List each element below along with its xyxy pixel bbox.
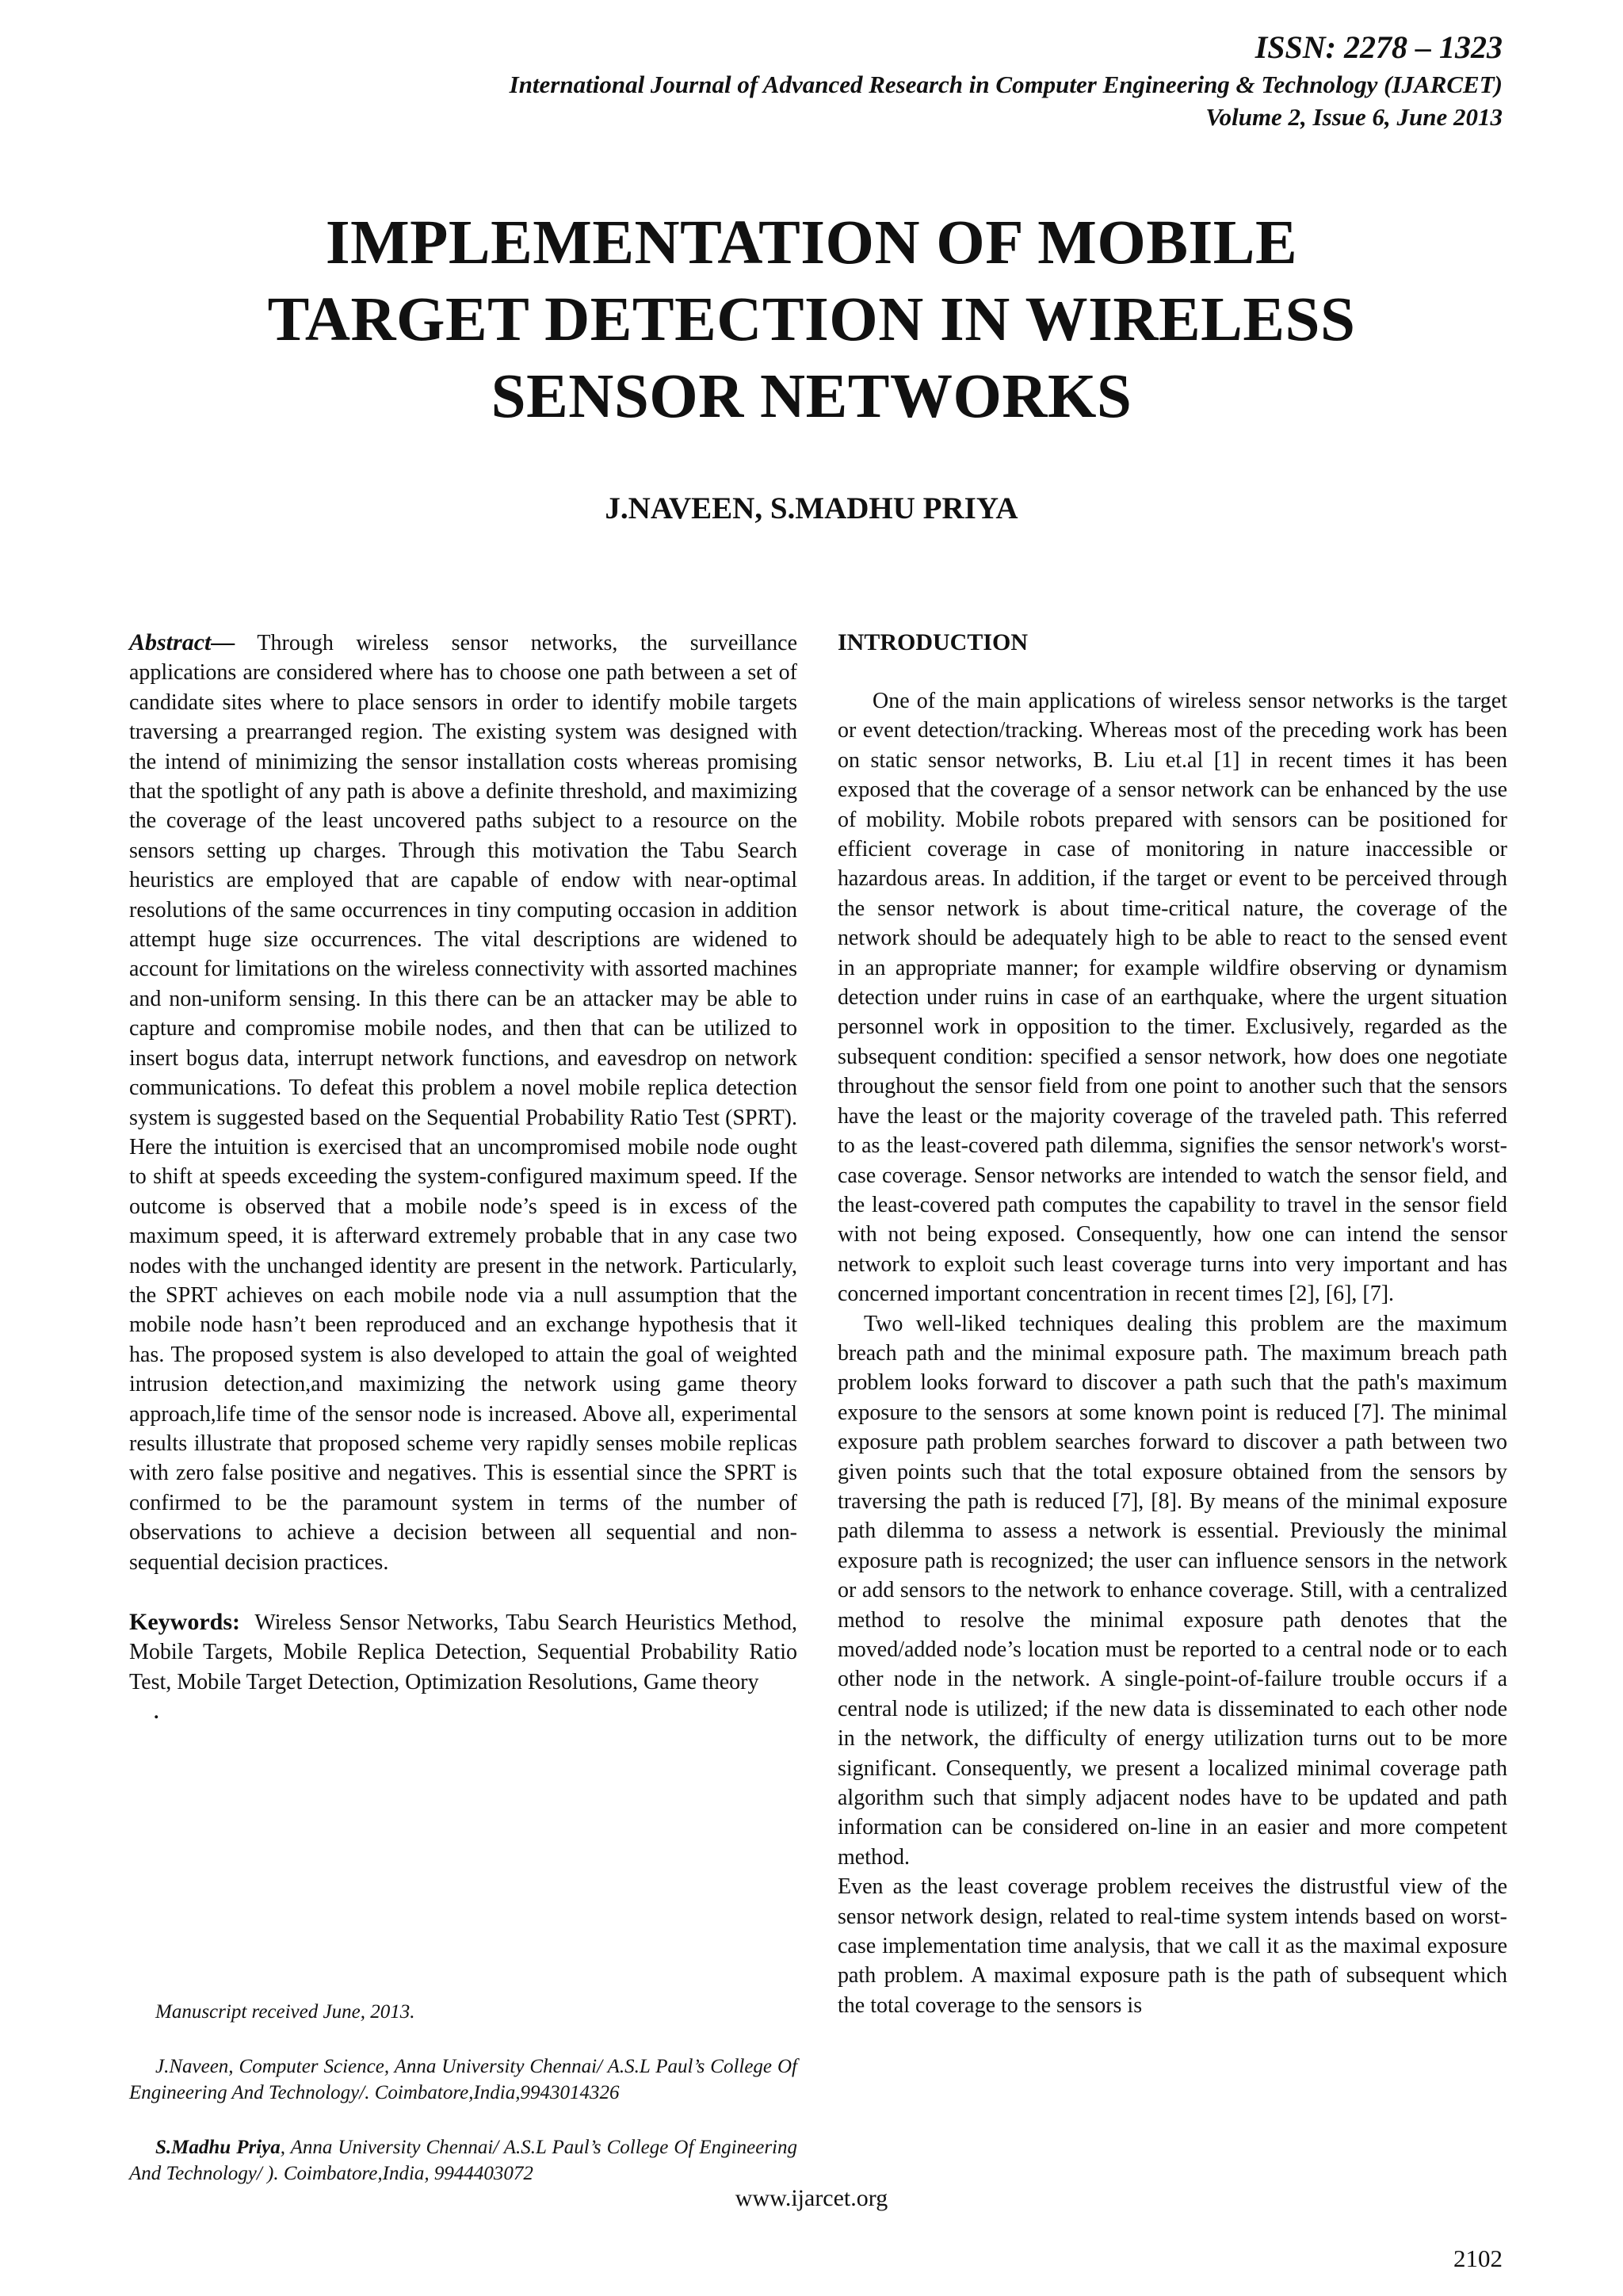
abstract [129, 628, 797, 1577]
volume-issue: Volume 2, Issue 6, June 2013 [1205, 103, 1503, 131]
manuscript-received: Manuscript received June, 2013. [155, 2001, 415, 2023]
journal-header [510, 27, 1503, 133]
intro-paragraph: Two well-liked techniques dealing this problem are the maximum breach path and the minimal exposure path. The maximum breach path problem looks forward to discover a path such that the path's maximum exposure to the sensors at some known point is reduced [7]. The minimal exposure path problem searches forward to discover a path between two given points such that the total exposure obtained from the sensors by traversing the path is reduced [7], [8]. By means of the minimal exposure path dilemma to assess a network is essential. Previously the minimal exposure path is recognized; the user can influence sensors in the network or add sensors to the network to enhance coverage. Still, with a centralized method to resolve the minimal exposure path denotes that the moved/added node’s location must be reported to a central node or to each other node in the network. A single-point-of-failure trouble occurs if a central node is utilized; if the new data is disseminated to each other node in the network, the difficulty of energy utilization turns out to be more significant. Consequently, we present a localized minimal coverage path algorithm such that simply adjacent nodes have to be updated and path information can be considered on-line in an easier and more competent method. [838, 1311, 1507, 1870]
left-column [129, 628, 797, 1725]
keywords [129, 1607, 797, 1697]
author-2-affiliation: , Anna University Chennai/ A.S.L Paul’s College Of Engineering And Technology/ ). Coimbatore,India, 9944403072 [129, 2137, 797, 2184]
intro-paragraph: Even as the least coverage problem receives the distrustful view of the sensor network design, related to real-time system intends based on worst-case implementation time analysis, that we call it as the maximal exposure path problem. A maximal exposure path is the path of subsequent which the total coverage to the sensors is [838, 1874, 1507, 2018]
footer-url: www.ijarcet.org [735, 2185, 888, 2211]
title-line: SENSOR NETWORKS [491, 362, 1132, 431]
footnotes [129, 1999, 797, 2215]
abstract-label: Abstract— [129, 629, 235, 655]
paper-title [0, 204, 1623, 435]
section-heading: INTRODUCTION [838, 629, 1029, 655]
intro-paragraph: One of the main applications of wireless sensor networks is the target or event detection/tracking. Whereas most of the preceding work has been on static sensor networks, B. Liu et.al [1] in recent times it has been exposed that the coverage of a sensor network can be enhanced by the use of mobility. Mobile robots prepared with sensors can be positioned for efficient coverage in case of monitoring in nature inaccessible or hazardous areas. In addition, if the target or event to be perceived through the sensor network is about time-critical nature, the coverage of the network should be adequately high to be able to react to the sensed event in an appropriate manner; for example wildfire observing or dynamism detection under ruins in case of an earthquake, where the urgent situation personnel work in opposition to the timer. Exclusively, regarded as the subsequent condition: specified a sensor network, how does one negotiate throughout the sensor field from one point to another such that the sensors have the least or the majority coverage of the traveled path. This referred to as the least-covered path dilemma, signifies the sensor network's worst-case coverage. Sensor networks are intended to watch the sensor field, and the least-covered path computes the capability to travel in the sensor field with not being exposed. Consequently, how one can intend the sensor network to exploit such least coverage turns into very important and has concerned important concentration in recent times [2], [6], [7]. [838, 689, 1507, 1307]
author-affiliation-1: J.Naveen, Computer Science, Anna University Chennai/ A.S.L Paul’s College Of Engineering And Technology/. Coimbatore,India,9943014326 [129, 2056, 797, 2103]
journal-name: International Journal of Advanced Research in Computer Engineering & Technology (IJARCET) [509, 71, 1503, 98]
page-number: 2102 [1453, 2244, 1503, 2272]
title-line: TARGET DETECTION IN WIRELESS [267, 285, 1356, 354]
abstract-text: Through wireless sensor networks, the surveillance applications are considered where has to choose one path between a set of candidate sites where to place sensors in order to identify mobile targets traversing a prearranged region. The existing system was designed with the intend of minimizing the sensor installation costs whereas promising that the spotlight of any path is above a definite threshold, and maximizing the coverage of the least uncovered paths subject to a resource on the sensors setting up charges. Through this motivation the Tabu Search heuristics are employed that are capable of endow with near-optimal resolutions of the same occurrences in tiny computing occasion in addition attempt huge size occurrences. The vital descriptions are widened to account for limitations on the wireless connectivity with assorted machines and non-uniform sensing. In this there can be an attacker may be able to capture and compromise mobile nodes, and then that can be utilized to insert bogus data, interrupt network functions, and eavesdrop on network communications. To defeat this problem a novel mobile replica detection system is suggested based on the Sequential Probability Ratio Test (SPRT). Here the intuition is exercised that an uncompromised mobile node ought to shift at speeds exceeding the system-configured maximum speed. If the outcome is observed that a mobile node’s speed is in excess of the maximum speed, it is afterward extremely probable that in any case two nodes with the unchanged identity are present in the network. Particularly, the SPRT achieves on each mobile node via a null assumption that the mobile node hasn’t been reproduced and an exchange hypothesis that it has. The proposed system is also developed to attain the goal of weighted intrusion detection,and maximizing the network using game theory approach,life time of the sensor node is increased. Above all, experimental results illustrate that proposed scheme very rapidly senses mobile replicas with zero false positive and negatives. This is essential since the SPRT is confirmed to be the paramount system in terms of the number of observations to achieve a decision between all sequential and non-sequential decision practices. [129, 631, 797, 1575]
author-2-name: S.Madhu Priya [155, 2137, 281, 2158]
author-list: J.NAVEEN, S.MADHU PRIYA [605, 491, 1018, 525]
keywords-label: Keywords: [129, 1609, 240, 1635]
title-line: IMPLEMENTATION OF MOBILE [325, 208, 1298, 277]
right-column [838, 628, 1507, 2020]
issn: ISSN: 2278 – 1323 [1254, 29, 1503, 65]
author-affiliation-2 [129, 2134, 797, 2187]
stray-dot: . [153, 1695, 160, 1725]
keywords-text: Wireless Sensor Networks, Tabu Search Heuristics Method, Mobile Targets, Mobile Replica Detection, Sequential Probability Ratio Test, Mobile Target Detection, Optimization Resolutions, Game theory [129, 1610, 797, 1694]
